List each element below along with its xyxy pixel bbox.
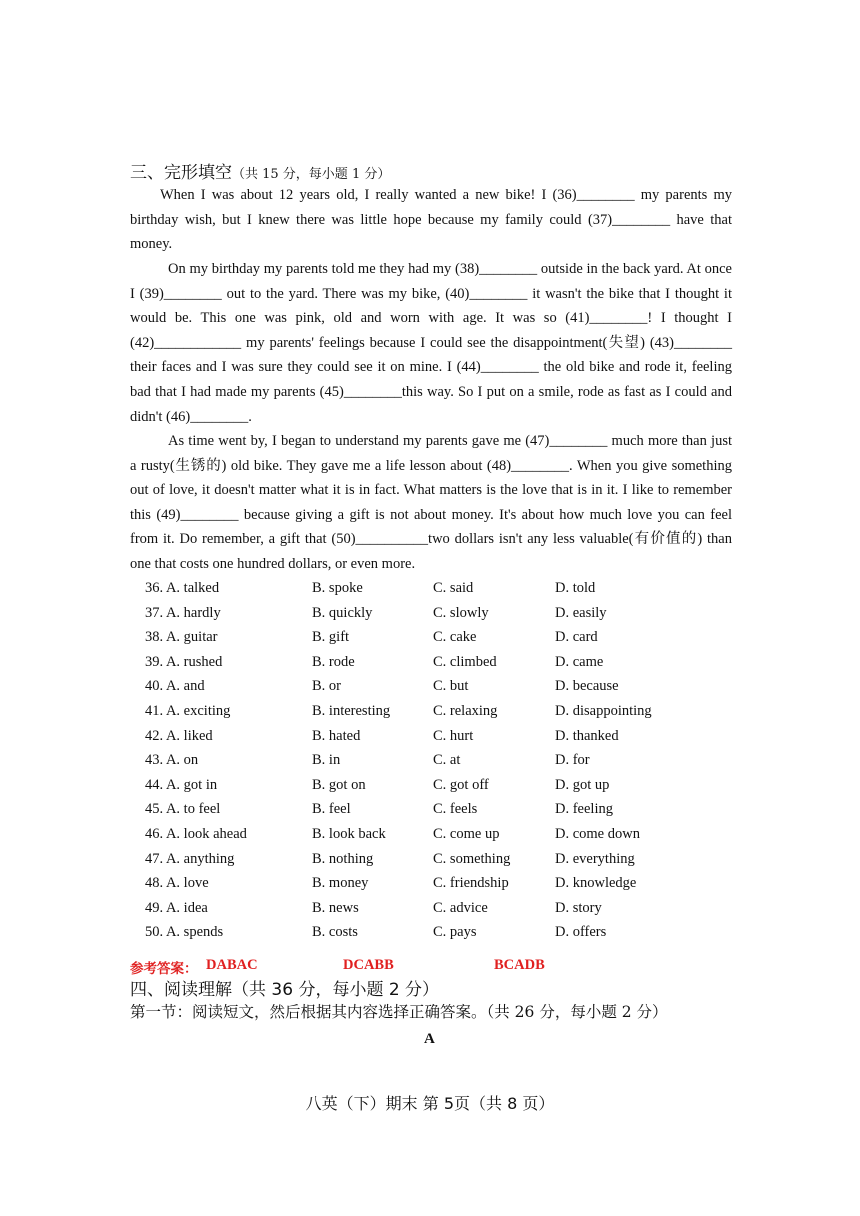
passage-paragraph-1: When I was about 12 years old, I really wanted a new bike! I (36)________ my parents my birthday wish, but I knew there was little hope because my family could (37)________ have that money. [130, 187, 732, 253]
option-choice: C. slowly [433, 604, 489, 621]
option-choice: D. everything [555, 850, 635, 867]
option-choice: B. interesting [312, 702, 391, 719]
option-choice: D. came [555, 653, 604, 670]
section-3-heading [130, 158, 390, 183]
option-choice: D. easily [555, 604, 607, 621]
option-choice: 36. A. talked [145, 580, 220, 596]
option-choice: C. but [433, 678, 469, 695]
option-choice: 43. A. on [145, 752, 199, 769]
option-choice: C. said [433, 580, 474, 596]
option-choice: D. disappointing [555, 702, 652, 719]
option-choice: 37. A. hardly [145, 604, 221, 621]
option-choice: C. feels [433, 801, 478, 818]
option-row [145, 920, 745, 945]
option-choice: D. card [555, 629, 598, 646]
option-choice: D. come down [555, 825, 640, 842]
option-row [145, 871, 745, 896]
option-choice: B. nothing [312, 850, 374, 867]
option-choice: 45. A. to feel [145, 801, 221, 818]
option-choice: C. at [433, 752, 461, 769]
option-choice: 44. A. got in [145, 776, 218, 793]
option-row [145, 797, 745, 822]
option-choice: D. story [555, 899, 602, 916]
option-choice: C. advice [433, 899, 488, 916]
option-row [145, 773, 745, 798]
option-choice: 42. A. liked [145, 727, 213, 744]
option-choice: B. money [312, 875, 369, 892]
option-choice: D. feeling [555, 801, 613, 818]
option-choice: B. feel [312, 801, 351, 818]
passage-a-label: A [424, 1031, 435, 1047]
option-row [145, 576, 745, 601]
option-row [145, 822, 745, 847]
option-choice: B. spoke [312, 580, 363, 596]
page-footer: 八英（下）期末 第 5页（共 8 页） [305, 1094, 555, 1113]
option-row [145, 748, 745, 773]
option-choice: B. got on [312, 776, 366, 793]
option-choice: C. climbed [433, 653, 497, 670]
option-row [145, 847, 745, 872]
option-choice: 41. A. exciting [145, 702, 231, 719]
option-row [145, 625, 745, 650]
passage-paragraph-2: On my birthday my parents told me they had my (38)________ outside in the back yard. At once I (39)________ out to the yard. There was my bike, (40)________ it wasn't the bike that I thought it would be. This one was pink, old and worn with age. It was so (41)________! I thought I (42)____________ my parents' feelings because I could see the disappointment(失望) (43)________ their faces and I was sure they could see it on mine. I (44)________ the old bike and rode it, feeling bad that I had made my parents (45)________this way. So I put on a smile, rode as fast as I could and didn't (46)________. [130, 261, 732, 425]
option-choice: B. gift [312, 629, 350, 646]
section-3-title: 三、完形填空 [130, 163, 232, 183]
option-choice: C. come up [433, 825, 500, 842]
option-choice: D. knowledge [555, 875, 637, 892]
answer-key-group-1: DABAC [206, 957, 258, 973]
option-choice: D. offers [555, 924, 607, 941]
option-choice: C. something [433, 850, 511, 867]
option-choice: 40. A. and [145, 678, 205, 695]
option-choice: D. because [555, 678, 619, 695]
option-row [145, 601, 745, 626]
option-choice: C. friendship [433, 875, 509, 892]
option-choice: C. relaxing [433, 702, 498, 719]
option-choice: B. look back [312, 825, 386, 842]
option-row [145, 724, 745, 749]
option-choice: C. hurt [433, 727, 474, 744]
option-choice: D. for [555, 752, 590, 769]
answer-key-group-2: DCABB [343, 957, 394, 973]
section-4-part-1-instructions: 第一节：阅读短文，然后根据其内容选择正确答案。（共 26 分，每小题 2 分） [130, 1003, 668, 1021]
option-choice: 39. A. rushed [145, 653, 223, 670]
passage-paragraph-3: As time went by, I began to understand my parents gave me (47)________ much more than just a rusty(生锈的) old bike. They gave me a life lesson about (48)________. When you give something out of love, it doesn't matter what it is in fact. What matters is the love that is in it. I like to remember this (49)________ because giving a gift is not about money. It's about how much love you can feel from it. Do remember, a gift that (50)__________two dollars isn't any less valuable(有价值的) than one that costs one hundred dollars, or even more. [130, 433, 732, 572]
option-choice: D. told [555, 580, 596, 596]
option-choice: C. pays [433, 924, 477, 941]
option-row [145, 896, 745, 921]
option-row [145, 650, 745, 675]
option-choice: B. in [312, 752, 341, 769]
option-row [145, 699, 745, 724]
option-choice: D. thanked [555, 727, 619, 744]
option-choice: 48. A. love [145, 875, 209, 892]
option-choice: 47. A. anything [145, 850, 235, 867]
answer-options [145, 576, 745, 945]
option-choice: B. hated [312, 727, 361, 744]
section-3-score-note: （共 15 分，每小题 1 分） [232, 167, 391, 182]
option-choice: B. quickly [312, 604, 373, 621]
section-4-title: 四、阅读理解（共 36 分，每小题 2 分） [130, 980, 440, 1000]
option-choice: B. or [312, 678, 341, 695]
answer-key-group-3: BCADB [494, 957, 545, 973]
option-choice: 38. A. guitar [145, 629, 218, 646]
option-row [145, 674, 745, 699]
option-choice: C. got off [433, 776, 489, 793]
option-choice: B. costs [312, 924, 358, 941]
option-choice: B. rode [312, 653, 355, 670]
answer-key-label: 参考答案： [130, 961, 198, 977]
option-choice: D. got up [555, 776, 610, 793]
option-choice: 49. A. idea [145, 899, 208, 916]
option-choice: C. cake [433, 629, 477, 646]
option-choice: 46. A. look ahead [145, 825, 247, 842]
option-choice: B. news [312, 899, 359, 916]
option-choice: 50. A. spends [145, 924, 224, 941]
